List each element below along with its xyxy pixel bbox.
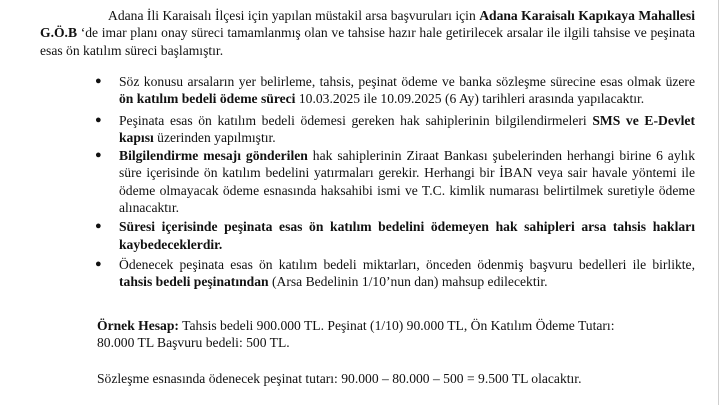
example-label: Örnek Hesap: — [97, 318, 179, 333]
bullet-5-bold: tahsis bedeli peşinatından — [119, 274, 269, 290]
bullet-1-text-b: 10.03.2025 ile 10.09.2025 (6 Ay) tarihleri arasında yapılacaktır. — [295, 91, 645, 107]
intro-paragraph — [40, 7, 695, 59]
bullet-2-bold: SMS ve E-Devlet kapısı — [119, 112, 695, 145]
bullet-icon: ● — [95, 220, 102, 233]
bullet-4-bold: Süresi içerisinde peşinata esas ön katılım bedelini ödemeyen hak sahipleri arsa tahsis hakları kaybedeceklerdir. — [119, 219, 695, 252]
bullet-icon: ● — [95, 257, 102, 270]
bullet-3-text: hak sahiplerinin Ziraat Bankası şubelerinden herhangi birine 6 aylık süre içerisinde ön katılım bedelini yatırmaları gerekir. Herhangi bir İBAN veya sair havale yöntemi ile ödeme olmayacak ödeme esnasında haksahibi ismi ve T.C. kimlik numarası belirtilmek suretiyle ödeme alınacaktır. — [119, 148, 695, 216]
bullet-item — [95, 256, 695, 291]
bullet-2-text-b: üzerinden yapılmıştır. — [153, 129, 276, 145]
summary-line: Sözleşme esnasında ödenecek peşinat tutarı: 90.000 – 80.000 – 500 = 9.500 TL olacaktır. — [97, 371, 582, 386]
bullet-item — [95, 73, 695, 108]
page-edge-divider — [718, 0, 719, 405]
intro-location-bold: Adana Karaisalı Kapıkaya Mahallesi G.Ö.B — [40, 8, 695, 41]
bullet-item — [95, 218, 695, 253]
bullet-2-text-a: Peşinata esas ön katılım bedeli ödemesi gereken hak sahiplerinin bilgilendirmeleri — [119, 112, 593, 128]
bullet-item — [95, 112, 695, 147]
bullet-5-text-a: Ödenecek peşinata esas ön katılım bedeli miktarları, önceden ödenmiş başvuru bedelleri ile birlikte, — [119, 256, 695, 272]
bullet-icon: ● — [95, 149, 102, 162]
intro-text-2: ‘de imar planı onay süreci tamamlanmış olan ve tahsise hazır hale getirilecek arsalar ile ilgili tahsise ve peşinata esas ön katılım süreci başlamıştır. — [40, 25, 695, 58]
bullet-icon: ● — [95, 113, 102, 126]
bullet-icon: ● — [95, 75, 102, 87]
bullet-5-text-b: (Arsa Bedelinin 1/10’nun dan) mahsup edilecektir. — [268, 274, 548, 290]
bullet-1-text-a: Söz konusu arsaların yer belirleme, tahsis, peşinat ödeme ve banka sözleşme sürecine esas olmak üzere — [119, 74, 695, 89]
example-calculation-line-1 — [97, 317, 695, 334]
bullet-3-bold: Bilgilendirme mesajı gönderilen — [119, 148, 308, 164]
example-calculation-line-2: 80.000 TL Başvuru bedeli: 500 TL. — [97, 335, 290, 350]
example-text-1: Tahsis bedeli 900.000 TL. Peşinat (1/10) 90.000 TL, Ön Katılım Ödeme Tutarı: — [178, 318, 615, 333]
intro-text-1: Adana İli Karaisalı İlçesi için yapılan müstakil arsa başvuruları için — [108, 8, 480, 23]
bullet-list — [95, 73, 695, 291]
bullet-1-bold: ön katılım bedeli ödeme süreci — [119, 91, 296, 107]
bullet-item — [95, 147, 695, 216]
